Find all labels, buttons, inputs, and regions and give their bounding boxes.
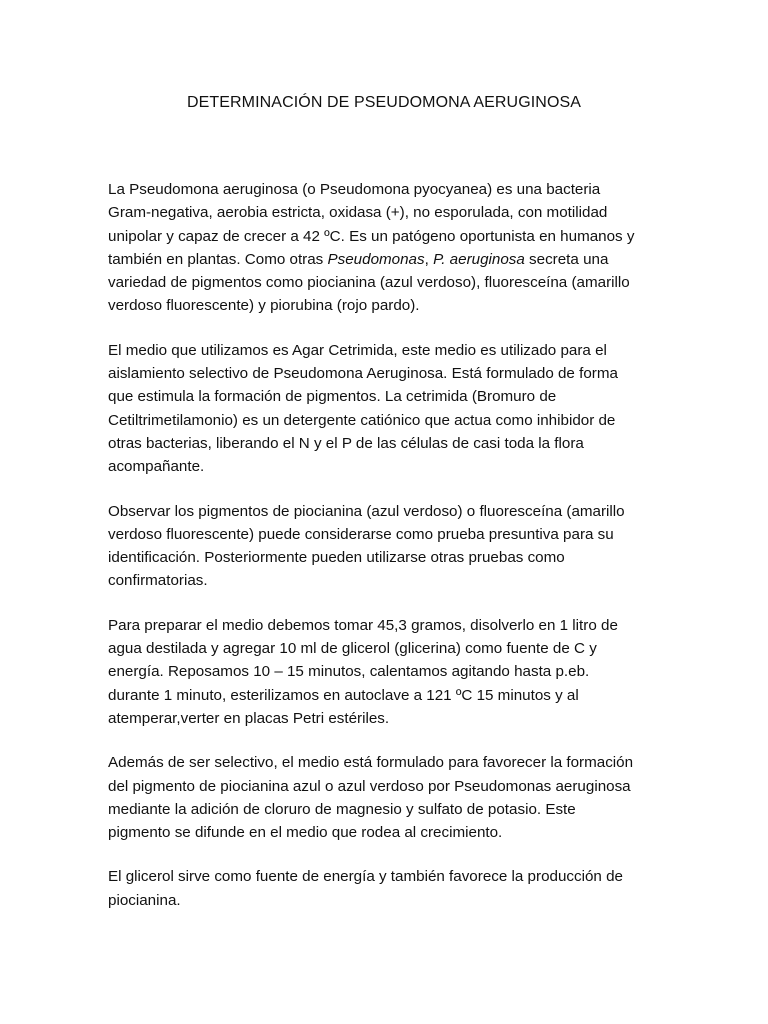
italic-genus-name: Pseudomonas — [327, 250, 425, 268]
paragraph-selectivity: Además de ser selectivo, el medio está formulado para favorecer la formación del pigmento de piocianina azul o azul verdoso por Pseudomonas aeruginosa mediante la adición de cloruro de magnesio y sulfato de potasio. Este pigmento se difunde en el medio que rodea al crecimiento. — [108, 754, 634, 842]
paragraph-intro-text-2: secreta una variedad de pigmentos como piocianina (azul verdoso), fluoresceína (amarillo verdoso fluorescente) y piorubina (rojo pardo). — [108, 250, 630, 315]
document-title: DETERMINACIÓN DE PSEUDOMONA AERUGINOSA — [186, 94, 582, 111]
paragraph-glycerol: El glicerol sirve como fuente de energía y también favorece la producción de piocianina. — [108, 868, 623, 909]
paragraph-intro-separator: , — [424, 250, 434, 268]
paragraph-medium: El medio que utilizamos es Agar Cetrimida, este medio es utilizado para el aislamiento selectivo de Pseudomona Aeruginosa. Está formulado de forma que estimula la formación de pigmentos. La cetrimida (Bromuro de Cetiltrimetilamonio) es un detergente catiónico que actua como inhibidor de otras bacterias, liberando el N y el P de las células de casi toda la flora acompañante. — [108, 341, 618, 476]
italic-species-name: P. aeruginosa — [433, 250, 525, 268]
paragraph-intro — [108, 178, 638, 318]
paragraph-preparation: Para preparar el medio debemos tomar 45,3 gramos, disolverlo en 1 litro de agua destilada y agregar 10 ml de glicerol (glicerina) como fuente de C y energía. Reposamos 10 – 15 minutos, calentamos agitando hasta p.eb. durante 1 minuto, esterilizamos en autoclave a 121 ºC 15 minutos y al atemperar,verter en placas Petri estériles. — [108, 616, 618, 727]
paragraph-pigments: Observar los pigmentos de piocianina (azul verdoso) o fluoresceína (amarillo verdoso fluorescente) puede considerarse como prueba presuntiva para su identificación. Posteriormente pueden utilizarse otras pruebas como confirmatorias. — [108, 502, 625, 590]
document-body — [108, 178, 638, 933]
paragraph-intro-text-1: La Pseudomona aeruginosa (o Pseudomona pyocyanea) es una bacteria Gram-negativa, aerobia estricta, oxidasa (+), no esporulada, con motilidad unipolar y capaz de crecer a 42 ºC. Es un patógeno oportunista en humanos y también en plantas. Como otras — [108, 181, 635, 268]
